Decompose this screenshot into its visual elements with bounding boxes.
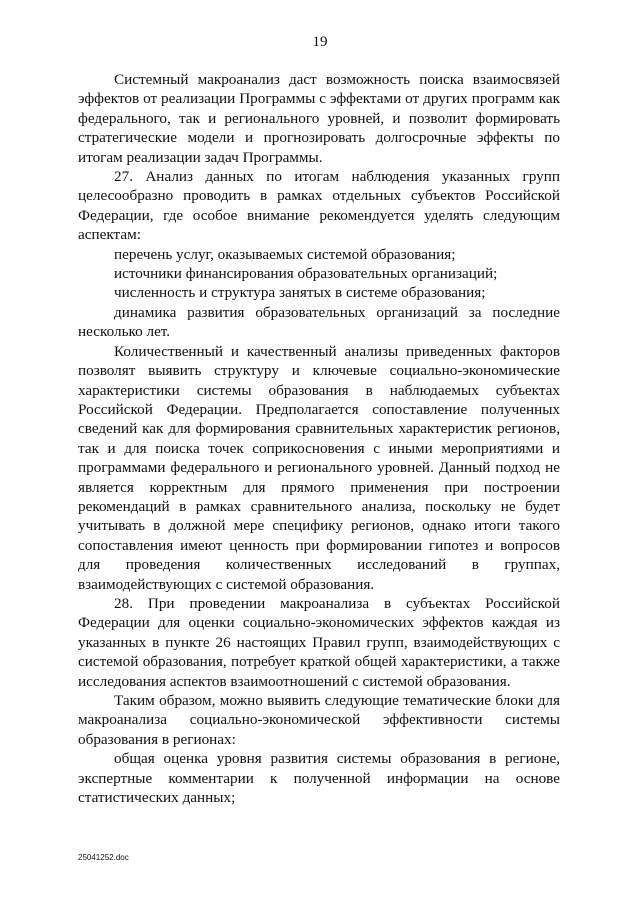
paragraph-thematic-blocks: Таким образом, можно выявить следующие тематические блоки для макроанализа социально-экономической эффективности системы образования в регионах: <box>78 692 560 748</box>
list-item-services: перечень услуг, оказываемых системой образования; <box>114 245 456 263</box>
document-body <box>78 70 560 807</box>
list-item-funding-sources: источники финансирования образовательных организаций; <box>114 265 498 283</box>
paragraph-27: 27. Анализ данных по итогам наблюдения указанных групп целесообразно проводить в рамках отдельных субъектов Российской Федерации, где особое внимание рекомендуется уделять следующим аспектам: <box>78 168 560 244</box>
list-item-general-assessment: общая оценка уровня развития системы образования в регионе, экспертные комментарии к полученной информации на основе статистических данных; <box>78 750 560 807</box>
list-item-dynamics: динамика развития образовательных организаций за последние несколько лет. <box>78 303 560 341</box>
document-filename: 25041252.doc <box>78 853 129 862</box>
page-number: 19 <box>312 34 328 50</box>
paragraph-analysis: Количественный и качественный анализы приведенных факторов позволят выявить структуру и ключевые социально-экономические характеристики системы образования в наблюдаемых субъектах Российской Федерации. Предполагается сопоставление полученных сведений как для формирования сравнительных характеристик регионов, так и для поиска точек соприкосновения с иными мероприятиями и программами федерального и регионального уровней. Данный подход не является корректным для прямого применения при построении рекомендаций в рамках сравнительного анализа, поскольку не будет учитывать в должной мере специфику регионов, однако итоги такого сопоставления имеют ценность при формировании гипотез и вопросов для проведения количественных исследований в группах, взаимодействующих с системой образования. <box>78 342 560 593</box>
list-item-employment: численность и структура занятых в системе образования; <box>114 284 486 302</box>
paragraph-28: 28. При проведении макроанализа в субъектах Российской Федерации для оценки социально-экономических эффектов каждая из указанных в пункте 26 настоящих Правил групп, взаимодействующих с системой образования, потребует краткой общей характеристики, а также исследования аспектов взаимоотношений с системой образования. <box>78 594 560 690</box>
paragraph-macroanalysis: Системный макроанализ даст возможность поиска взаимосвязей эффектов от реализации Программы с эффектами от других программ как федерального, так и регионального уровней, и позволит формировать стратегические модели и прогнозировать долгосрочные эффекты по итогам реализации задач Программы. <box>78 71 560 166</box>
